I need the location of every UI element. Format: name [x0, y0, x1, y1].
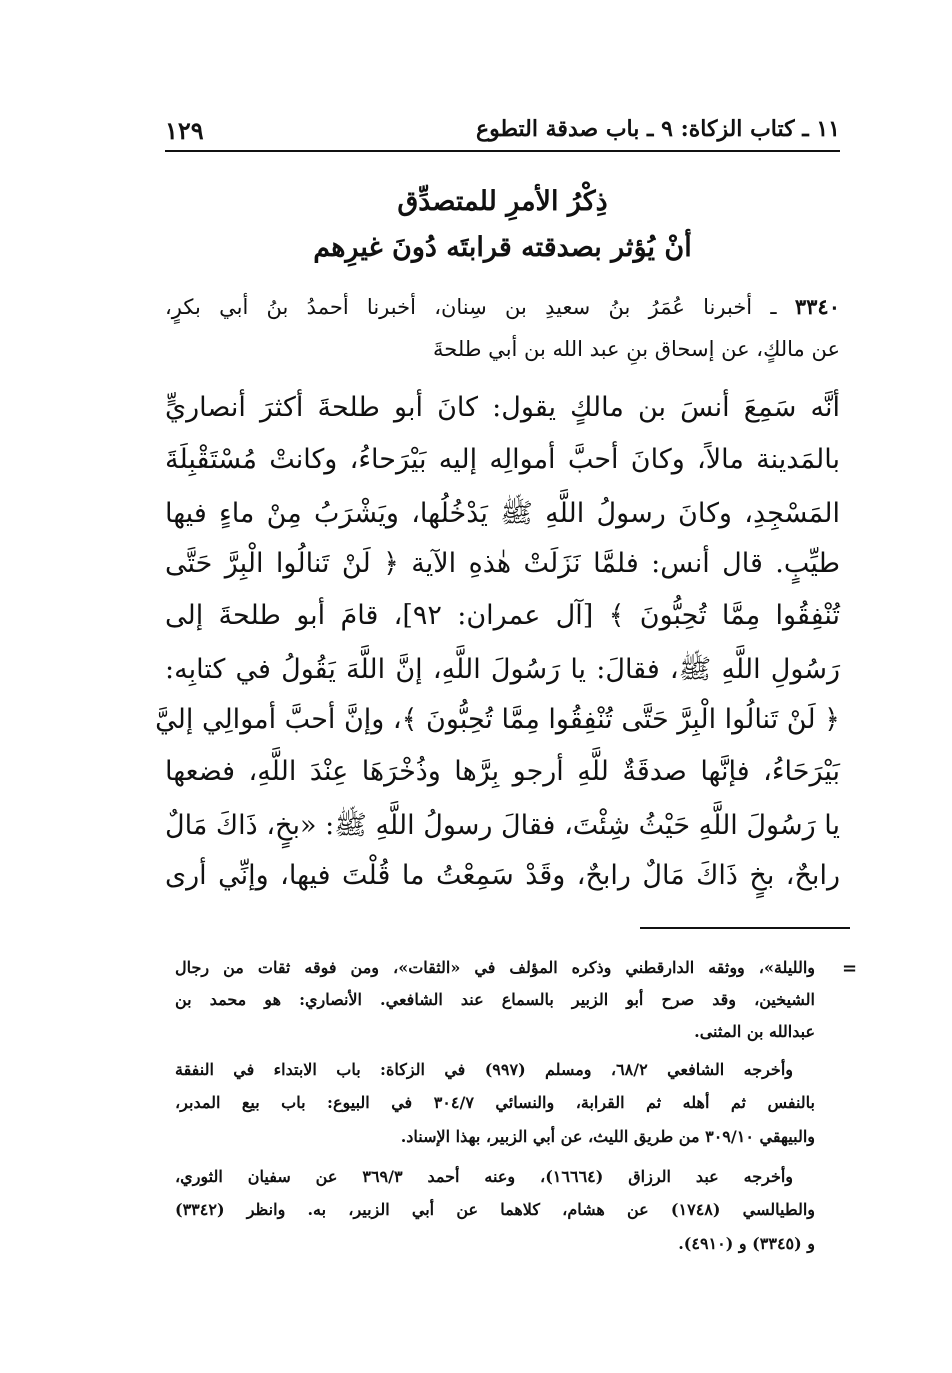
matn-line-8: بَيْرَحَاءُ، فإنَّها صدقَةٌ للَّهِ أرجو بِرَّها وذُخْرَهَا عِنْدَ اللَّهِ، فضعها: [165, 756, 840, 787]
page-number: ١٢٩: [165, 116, 204, 145]
matn-line-1: أنَّه سَمِعَ أنسَ بن مالكٍ يقول: كانَ أبو طلحةَ أكثرَ أنصاريٍّ: [165, 392, 840, 423]
footnote-line-4: وأخرجه الشافعي ٦٨/٢، ومسلم (٩٩٧) في الزكاة: باب الابتداء في النفقة: [175, 1060, 793, 1079]
footnote-line-1: والليلة»، ووثقه الدارقطني وذكره المؤلف في «الثقات»، ومن فوقه ثقات من رجال: [175, 958, 816, 977]
isnad-line-1: [165, 294, 840, 319]
footnote-line-5: بالنفس ثم أهله ثم القرابة، والنسائي ٣٠٤/٧ في البيوع: باب بيع المدبر،: [175, 1093, 815, 1112]
footnote-continuation-marker: =: [842, 958, 858, 979]
matn-line-6: رَسُولِ اللَّهِ ﷺ، فقالَ: يا رَسُولَ اللَّهِ، إنَّ اللَّهَ يَقُولُ في كتابِه:: [165, 654, 840, 685]
header-rule: [165, 150, 840, 152]
matn-line-10: رابحٌ، بخٍ ذَاكَ مَالٌ رابحٌ، وقَدْ سَمِعْتُ ما قُلْتَ فيها، وإنِّي أرى: [165, 860, 840, 891]
running-header: [165, 112, 840, 152]
footnote-line-8: والطيالسي (١٧٤٨) عن هشام، كلاهما عن أبي الزبير، به. وانظر (٣٣٤٢): [175, 1200, 815, 1219]
matn-line-4: طيِّبٍ. قال أنس: فلمَّا نَزَلَتْ هٰذهِ الآية ﴿ لَنْ تَنالُوا الْبِرَّ حَتَّى: [165, 548, 840, 579]
footnote-line-6: والبيهقي ٣٠٩/١٠ من طريق الليث، عن أبي الزبير، بهذا الإسناد.: [400, 1127, 815, 1146]
matn-line-3: المَسْجِدِ، وكانَ رسولُ اللَّهِ ﷺ يَدْخُلُها، ويَشْرَبُ مِنْ ماءٍ فيها: [165, 498, 840, 529]
footnote-separator: [640, 927, 850, 929]
isnad-line-2: عن مالكٍ، عن إسحاق بنِ عبد الله بن أبي طلحةَ: [433, 337, 840, 361]
hadith-number: ٣٣٤٠: [794, 294, 840, 319]
section-heading-line-1: ذِكْرُ الأمرِ للمتصدِّق: [397, 186, 608, 217]
footnote-line-7: وأخرجه عبد الرزاق (١٦٦٦٤)، وعنه أحمد ٣٦٩/٣ عن سفيان الثوري،: [175, 1167, 794, 1186]
chapter-running-title: ١١ ـ كتاب الزكاة: ٩ ـ باب صدقة التطوع: [475, 116, 840, 142]
matn-line-2: بالمَدينة مالاً، وكانَ أحبَّ أموالِه إليه بَيْرَحاءُ، وكانتْ مُسْتَقْبِلَةَ: [165, 444, 840, 475]
footnote-line-9: و (٣٣٤٥) و (٤٩١٠).: [678, 1234, 815, 1253]
isnad-text-1: ـ أخبرنا عُمَرُ بنُ سعيدِ بن سِنان، أخبرنا أحمدُ بنُ أبي بكرٍ،: [165, 295, 777, 319]
section-heading-line-2: أنْ يُؤثر بصدقته قرابتَه دُونَ غيرِهم: [313, 232, 692, 263]
footnote-line-3: عبدالله بن المثنى.: [694, 1022, 815, 1041]
footnote-line-2: الشيخين، وقد صرح أبو الزبير بالسماع عند الشافعي. الأنصاري: هو محمد بن: [175, 990, 815, 1009]
matn-line-7: ﴿ لَنْ تَنالُوا الْبِرَّ حَتَّى تُنْفِقُوا مِمَّا تُحِبُّونَ ﴾، وإنَّ أحبَّ أموالِي إليَّ: [155, 704, 840, 735]
matn-line-5: تُنْفِقُوا مِمَّا تُحِبُّونَ ﴾ [آل عمران: ٩٢]، قامَ أبو طلحةَ إلى: [165, 600, 840, 631]
matn-line-9: يا رَسُولَ اللَّهِ حَيْثُ شِئْتَ، فقالَ رسولُ اللَّهِ ﷺ: «بخٍ، ذَاكَ مَالٌ: [165, 810, 840, 841]
